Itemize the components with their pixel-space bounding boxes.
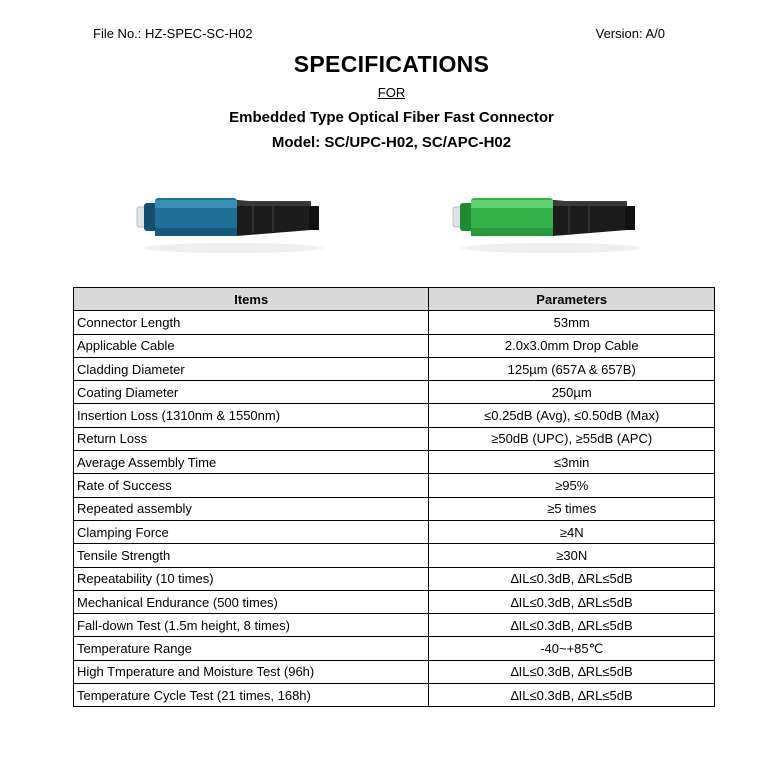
table-row [74, 637, 715, 660]
item-cell: Temperature Range [74, 637, 429, 660]
table-row [74, 427, 715, 450]
table-row [74, 684, 715, 707]
item-cell: Cladding Diameter [74, 357, 429, 380]
item-cell: Mechanical Endurance (500 times) [74, 590, 429, 613]
table-row [74, 497, 715, 520]
item-cell: Return Loss [74, 427, 429, 450]
item-cell: Connector Length [74, 311, 429, 334]
item-cell: Rate of Success [74, 474, 429, 497]
item-cell: Repeatability (10 times) [74, 567, 429, 590]
model-line: Model: SC/UPC-H02, SC/APC-H02 [271, 134, 512, 151]
parameter-cell: -40~+85℃ [429, 637, 715, 660]
blue-sc-upc-connector-image [133, 186, 333, 266]
parameter-cell: 53mm [429, 311, 715, 334]
file-number: File No.: HZ-SPEC-SC-H02 [93, 26, 253, 41]
parameter-cell: ∆IL≤0.3dB, ∆RL≤5dB [429, 660, 715, 683]
parameter-cell: ∆IL≤0.3dB, ∆RL≤5dB [429, 684, 715, 707]
table-row [74, 567, 715, 590]
item-cell: High Tmperature and Moisture Test (96h) [74, 660, 429, 683]
for-label: FOR [377, 85, 406, 100]
item-cell: Coating Diameter [74, 381, 429, 404]
parameter-cell: ≥95% [429, 474, 715, 497]
parameter-cell: ≥30N [429, 544, 715, 567]
parameter-cell: 250µm [429, 381, 715, 404]
table-row [74, 451, 715, 474]
parameter-cell: ≤3min [429, 451, 715, 474]
table-row [74, 590, 715, 613]
item-cell: Average Assembly Time [74, 451, 429, 474]
green-sc-apc-connector-image [451, 186, 651, 266]
parameter-cell: ≥50dB (UPC), ≥55dB (APC) [429, 427, 715, 450]
item-cell: Temperature Cycle Test (21 times, 168h) [74, 684, 429, 707]
parameter-cell: ≥5 times [429, 497, 715, 520]
table-row [74, 544, 715, 567]
parameter-cell: ∆IL≤0.3dB, ∆RL≤5dB [429, 567, 715, 590]
item-cell: Tensile Strength [74, 544, 429, 567]
table-row [74, 614, 715, 637]
product-subtitle: Embedded Type Optical Fiber Fast Connector [229, 109, 554, 126]
item-cell: Insertion Loss (1310nm & 1550nm) [74, 404, 429, 427]
parameter-cell: ∆IL≤0.3dB, ∆RL≤5dB [429, 590, 715, 613]
item-cell: Fall-down Test (1.5m height, 8 times) [74, 614, 429, 637]
version-label: Version: A/0 [595, 26, 665, 41]
table-header-row [74, 288, 715, 311]
table-row [74, 311, 715, 334]
item-cell: Clamping Force [74, 520, 429, 543]
parameter-cell: ≤0.25dB (Avg), ≤0.50dB (Max) [429, 404, 715, 427]
header-items: Items [74, 288, 429, 311]
parameter-cell: 125µm (657A & 657B) [429, 357, 715, 380]
table-row [74, 660, 715, 683]
parameter-cell: ≥4N [429, 520, 715, 543]
specifications-table [73, 287, 715, 707]
parameter-cell: ∆IL≤0.3dB, ∆RL≤5dB [429, 614, 715, 637]
table-row [74, 357, 715, 380]
table-row [74, 520, 715, 543]
table-row [74, 381, 715, 404]
header-parameters: Parameters [429, 288, 715, 311]
parameter-cell: 2.0x3.0mm Drop Cable [429, 334, 715, 357]
table-row [74, 404, 715, 427]
item-cell: Applicable Cable [74, 334, 429, 357]
table-row [74, 474, 715, 497]
item-cell: Repeated assembly [74, 497, 429, 520]
table-row [74, 334, 715, 357]
document-title: SPECIFICATIONS [293, 51, 490, 77]
